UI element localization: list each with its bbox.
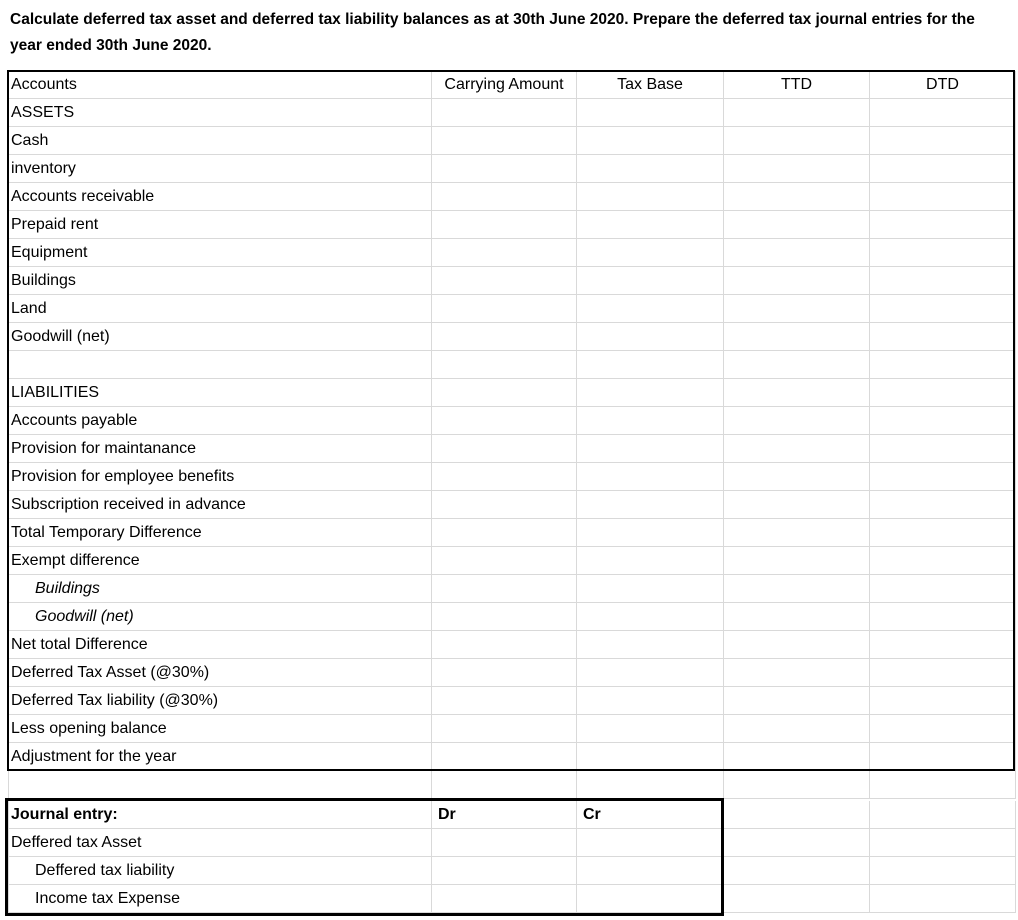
table-row: [0, 295, 1018, 323]
table-row: [0, 743, 1018, 771]
header-carrying-amount[interactable]: Carrying Amount: [432, 71, 577, 99]
dtd-cell[interactable]: [870, 323, 1016, 351]
journal-account-label[interactable]: Deffered tax liability: [8, 857, 432, 885]
dtd-cell[interactable]: [870, 575, 1016, 603]
account-label[interactable]: Cash: [8, 127, 432, 155]
tax-base-cell[interactable]: [577, 379, 724, 407]
tax-base-cell[interactable]: [577, 351, 724, 379]
table-header-row: [0, 71, 1018, 99]
carrying-amount-cell[interactable]: [432, 267, 577, 295]
table-row: [0, 239, 1018, 267]
tax-base-cell[interactable]: [577, 295, 724, 323]
ttd-cell[interactable]: [724, 463, 870, 491]
tax-base-cell[interactable]: [577, 547, 724, 575]
tax-base-cell[interactable]: [577, 687, 724, 715]
journal-dr-cell[interactable]: [432, 885, 577, 913]
table-row: [0, 603, 1018, 631]
table-row: [0, 659, 1018, 687]
table-row: [0, 715, 1018, 743]
header-dtd[interactable]: DTD: [870, 71, 1016, 99]
account-label[interactable]: Goodwill (net): [8, 603, 432, 631]
spacer-cell[interactable]: [724, 771, 870, 799]
carrying-amount-cell[interactable]: [432, 211, 577, 239]
journal-account-label[interactable]: Income tax Expense: [8, 885, 432, 913]
carrying-amount-cell[interactable]: [432, 575, 577, 603]
tax-base-cell[interactable]: [577, 267, 724, 295]
dtd-cell[interactable]: [870, 239, 1016, 267]
journal-row: [0, 885, 1018, 913]
account-label[interactable]: Accounts receivable: [8, 183, 432, 211]
dtd-cell[interactable]: [870, 407, 1016, 435]
carrying-amount-cell[interactable]: [432, 687, 577, 715]
ttd-cell[interactable]: [724, 743, 870, 771]
spacer-row: [0, 771, 1018, 799]
journal-entry-header[interactable]: Journal entry:: [8, 801, 432, 829]
account-label[interactable]: Subscription received in advance: [8, 491, 432, 519]
carrying-amount-cell[interactable]: [432, 183, 577, 211]
dtd-cell[interactable]: [870, 99, 1016, 127]
table-row: [0, 323, 1018, 351]
account-label[interactable]: Net total Difference: [8, 631, 432, 659]
account-label[interactable]: Deferred Tax liability (@30%): [8, 687, 432, 715]
carrying-amount-cell[interactable]: [432, 295, 577, 323]
ttd-cell[interactable]: [724, 351, 870, 379]
account-label[interactable]: Adjustment for the year: [8, 743, 432, 771]
ttd-cell[interactable]: [724, 687, 870, 715]
ttd-cell[interactable]: [724, 99, 870, 127]
table-row: [0, 519, 1018, 547]
account-label[interactable]: Total Temporary Difference: [8, 519, 432, 547]
account-label[interactable]: Deferred Tax Asset (@30%): [8, 659, 432, 687]
dtd-cell[interactable]: [870, 127, 1016, 155]
carrying-amount-cell[interactable]: [432, 743, 577, 771]
table-row: [0, 99, 1018, 127]
table-row: [0, 575, 1018, 603]
table-row: [0, 463, 1018, 491]
account-label[interactable]: Prepaid rent: [8, 211, 432, 239]
ttd-cell[interactable]: [724, 603, 870, 631]
journal-cr-cell[interactable]: [577, 857, 724, 885]
tax-base-cell[interactable]: [577, 491, 724, 519]
table-row: [0, 379, 1018, 407]
account-label[interactable]: ASSETS: [8, 99, 432, 127]
dtd-cell[interactable]: [870, 351, 1016, 379]
account-label[interactable]: Provision for employee benefits: [8, 463, 432, 491]
carrying-amount-cell[interactable]: [432, 155, 577, 183]
account-label[interactable]: Buildings: [8, 267, 432, 295]
dtd-cell[interactable]: [870, 603, 1016, 631]
account-label[interactable]: LIABILITIES: [8, 379, 432, 407]
tax-base-cell[interactable]: [577, 211, 724, 239]
journal-account-label[interactable]: Deffered tax Asset: [8, 829, 432, 857]
ttd-cell[interactable]: [724, 491, 870, 519]
empty-cell[interactable]: [724, 857, 870, 885]
spacer-cell[interactable]: [8, 771, 432, 799]
table-row: [0, 407, 1018, 435]
empty-cell[interactable]: [724, 829, 870, 857]
carrying-amount-cell[interactable]: [432, 351, 577, 379]
ttd-cell[interactable]: [724, 435, 870, 463]
ttd-cell[interactable]: [724, 659, 870, 687]
carrying-amount-cell[interactable]: [432, 631, 577, 659]
ttd-cell[interactable]: [724, 239, 870, 267]
table-row: [0, 491, 1018, 519]
table-row: [0, 211, 1018, 239]
tax-base-cell[interactable]: [577, 715, 724, 743]
account-label[interactable]: Goodwill (net): [8, 323, 432, 351]
header-tax-base[interactable]: Tax Base: [577, 71, 724, 99]
table-row: [0, 155, 1018, 183]
table-row: [0, 547, 1018, 575]
tax-base-cell[interactable]: [577, 99, 724, 127]
journal-dr-cell[interactable]: [432, 857, 577, 885]
tax-base-cell[interactable]: [577, 631, 724, 659]
account-label[interactable]: [8, 351, 432, 379]
dtd-cell[interactable]: [870, 155, 1016, 183]
empty-cell[interactable]: [870, 885, 1016, 913]
journal-cr-cell[interactable]: [577, 885, 724, 913]
dtd-cell[interactable]: [870, 547, 1016, 575]
tax-base-cell[interactable]: [577, 435, 724, 463]
tax-base-cell[interactable]: [577, 323, 724, 351]
tax-base-cell[interactable]: [577, 603, 724, 631]
spacer-cell[interactable]: [577, 771, 724, 799]
dtd-cell[interactable]: [870, 463, 1016, 491]
ttd-cell[interactable]: [724, 211, 870, 239]
journal-dr-cell[interactable]: [432, 829, 577, 857]
dtd-cell[interactable]: [870, 379, 1016, 407]
dtd-cell[interactable]: [870, 267, 1016, 295]
ttd-cell[interactable]: [724, 323, 870, 351]
carrying-amount-cell[interactable]: [432, 323, 577, 351]
account-label[interactable]: Accounts payable: [8, 407, 432, 435]
dtd-cell[interactable]: [870, 183, 1016, 211]
spacer-cell[interactable]: [432, 771, 577, 799]
carrying-amount-cell[interactable]: [432, 519, 577, 547]
spacer-cell[interactable]: [870, 771, 1016, 799]
carrying-amount-cell[interactable]: [432, 435, 577, 463]
journal-cr-cell[interactable]: [577, 829, 724, 857]
account-label[interactable]: Provision for maintanance: [8, 435, 432, 463]
tax-base-cell[interactable]: [577, 659, 724, 687]
dtd-cell[interactable]: [870, 435, 1016, 463]
dtd-cell[interactable]: [870, 743, 1016, 771]
tax-base-cell[interactable]: [577, 183, 724, 211]
carrying-amount-cell[interactable]: [432, 463, 577, 491]
journal-header-row: [0, 801, 1018, 829]
journal-row: [0, 829, 1018, 857]
ttd-cell[interactable]: [724, 547, 870, 575]
table-row: [0, 351, 1018, 379]
carrying-amount-cell[interactable]: [432, 407, 577, 435]
ttd-cell[interactable]: [724, 267, 870, 295]
journal-dr-header[interactable]: Dr: [432, 801, 577, 829]
dtd-cell[interactable]: [870, 659, 1016, 687]
tax-base-cell[interactable]: [577, 463, 724, 491]
ttd-cell[interactable]: [724, 631, 870, 659]
tax-base-cell[interactable]: [577, 127, 724, 155]
ttd-cell[interactable]: [724, 155, 870, 183]
carrying-amount-cell[interactable]: [432, 239, 577, 267]
account-label[interactable]: Land: [8, 295, 432, 323]
table-row: [0, 183, 1018, 211]
table-row: [0, 127, 1018, 155]
carrying-amount-cell[interactable]: [432, 379, 577, 407]
dtd-cell[interactable]: [870, 715, 1016, 743]
tax-base-cell[interactable]: [577, 519, 724, 547]
ttd-cell[interactable]: [724, 519, 870, 547]
carrying-amount-cell[interactable]: [432, 715, 577, 743]
empty-cell[interactable]: [724, 885, 870, 913]
table-row: [0, 687, 1018, 715]
carrying-amount-cell[interactable]: [432, 491, 577, 519]
ttd-cell[interactable]: [724, 127, 870, 155]
table-row: [0, 435, 1018, 463]
empty-cell[interactable]: [870, 857, 1016, 885]
dtd-cell[interactable]: [870, 295, 1016, 323]
dtd-cell[interactable]: [870, 687, 1016, 715]
carrying-amount-cell[interactable]: [432, 603, 577, 631]
ttd-cell[interactable]: [724, 715, 870, 743]
empty-cell[interactable]: [870, 829, 1016, 857]
header-ttd[interactable]: TTD: [724, 71, 870, 99]
carrying-amount-cell[interactable]: [432, 659, 577, 687]
tax-base-cell[interactable]: [577, 743, 724, 771]
account-label[interactable]: Less opening balance: [8, 715, 432, 743]
tax-base-cell[interactable]: [577, 239, 724, 267]
dtd-cell[interactable]: [870, 491, 1016, 519]
ttd-cell[interactable]: [724, 407, 870, 435]
carrying-amount-cell[interactable]: [432, 547, 577, 575]
journal-cr-header[interactable]: Cr: [577, 801, 724, 829]
instructions-text: Calculate deferred tax asset and deferred tax liability balances as at 30th June 2020. Prepare the deferred tax journal entries for the year ended 30th June 2020.: [10, 11, 975, 54]
ttd-cell[interactable]: [724, 575, 870, 603]
carrying-amount-cell[interactable]: [432, 127, 577, 155]
account-label[interactable]: Buildings: [8, 575, 432, 603]
tax-base-cell[interactable]: [577, 575, 724, 603]
account-label[interactable]: inventory: [8, 155, 432, 183]
account-label[interactable]: Equipment: [8, 239, 432, 267]
ttd-cell[interactable]: [724, 183, 870, 211]
table-row: [0, 631, 1018, 659]
dtd-cell[interactable]: [870, 631, 1016, 659]
empty-cell[interactable]: [870, 801, 1016, 829]
ttd-cell[interactable]: [724, 295, 870, 323]
header-accounts[interactable]: Accounts: [8, 71, 432, 99]
dtd-cell[interactable]: [870, 519, 1016, 547]
table-row: [0, 267, 1018, 295]
account-label[interactable]: Exempt difference: [8, 547, 432, 575]
empty-cell[interactable]: [724, 801, 870, 829]
journal-row: [0, 857, 1018, 885]
tax-base-cell[interactable]: [577, 407, 724, 435]
tax-base-cell[interactable]: [577, 155, 724, 183]
dtd-cell[interactable]: [870, 211, 1016, 239]
ttd-cell[interactable]: [724, 379, 870, 407]
carrying-amount-cell[interactable]: [432, 99, 577, 127]
